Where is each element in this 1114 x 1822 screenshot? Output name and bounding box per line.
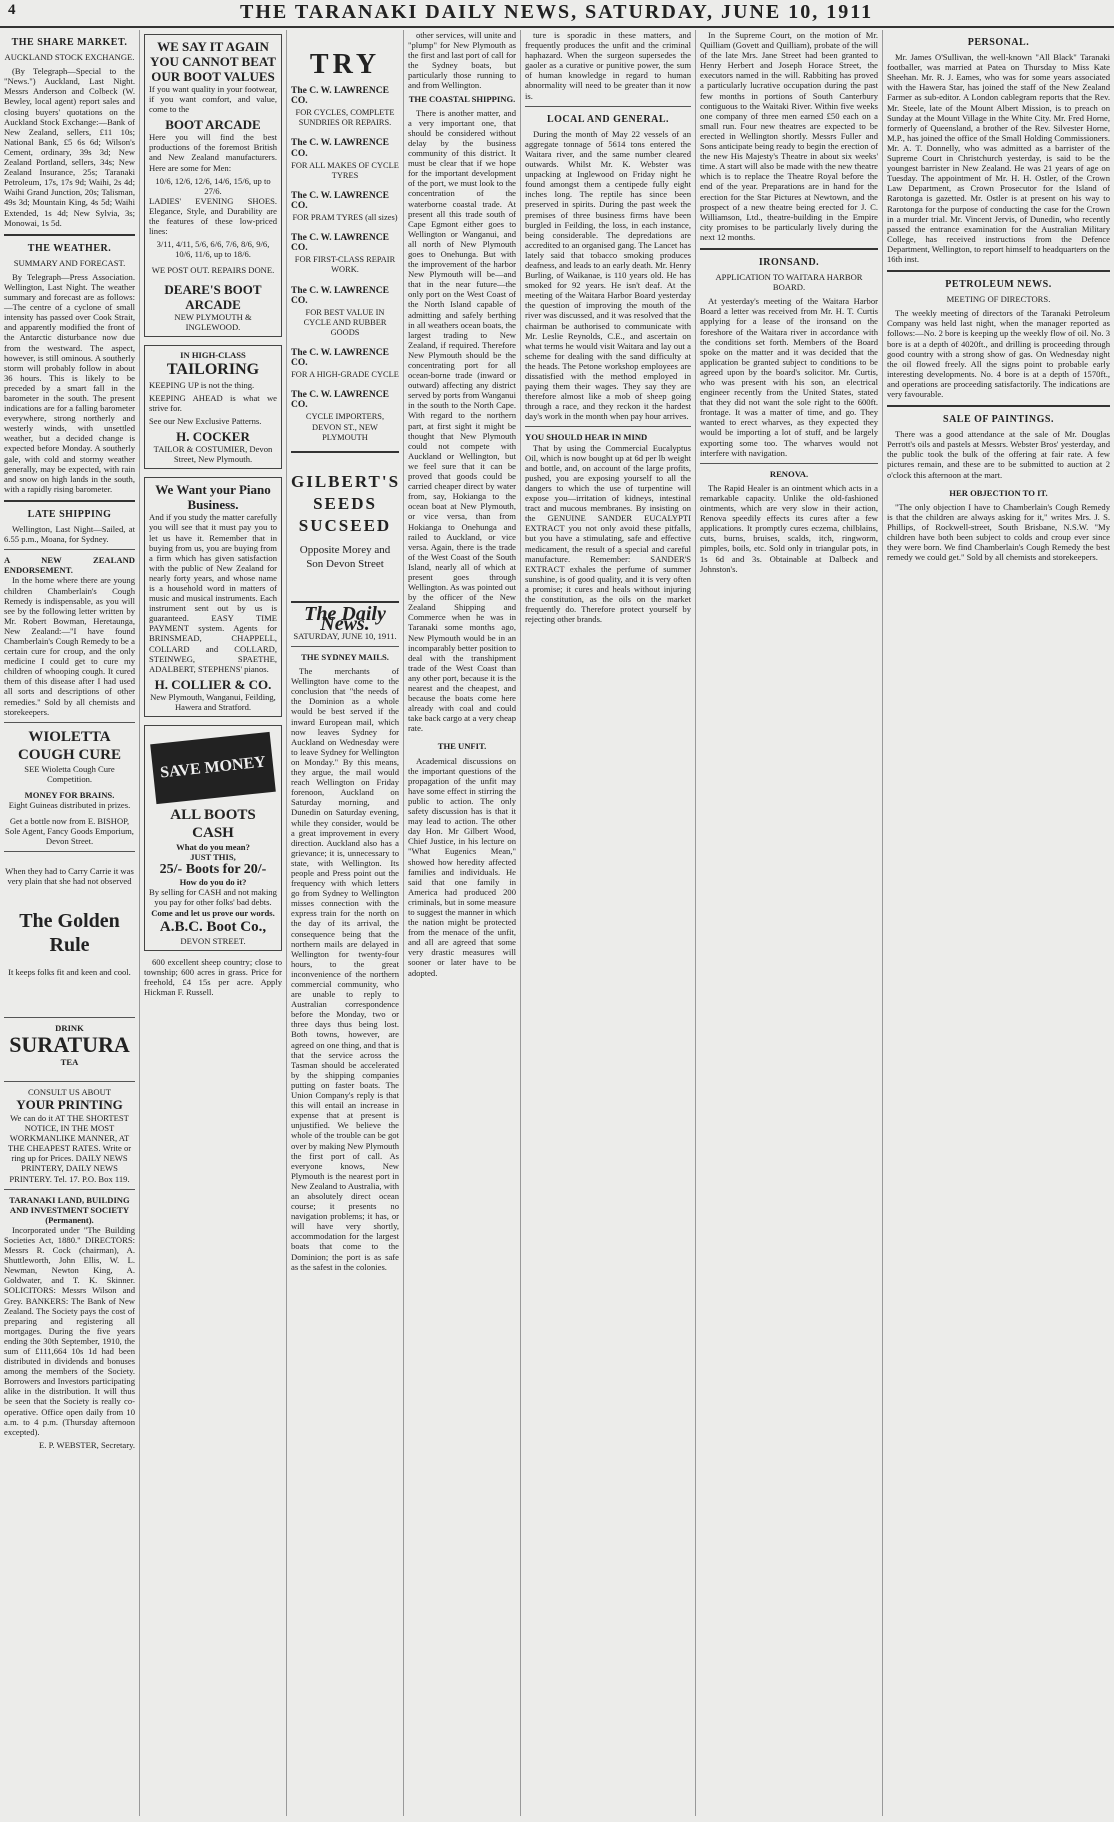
come-in: Come and let us prove our words. [151, 907, 275, 918]
sydney-mails-heading: THE SYDNEY MAILS. [301, 652, 389, 662]
divider [4, 851, 135, 852]
tailoring-ad [144, 345, 282, 470]
ladies-shoes-prices: 3/11, 4/11, 5/6, 6/6, 7/6, 8/6, 9/6, 10/6, 11/6, up to 18/6. [156, 239, 270, 260]
cocker-heading: H. COCKER [176, 429, 250, 445]
divider [700, 463, 878, 464]
lawrence-name: The C. W. LAWRENCE CO. [291, 390, 389, 411]
ladies-shoes-body: LADIES' EVENING SHOES. Elegance, Style, and Durability are the features of these low-priced lines: [149, 195, 277, 237]
masthead [0, 0, 1114, 28]
piano-body: And if you study the matter carefully you will see that it must pay you to let us have it. Remember that in buying from us, you are buying from a firm which has given satisfaction with the public of New Zealand for nearly forty years, and whose name is a household word in matters of music and musical instruments. Each instrument sent out by us is guaranteed. EASY TIME PAYMENT system. Agents for BRINSMEAD, CHAPPELL, COLLARD and COLLARD, STEINWEG, SPAETHE, ADALBERT, STEPHENS' pianos. [149, 512, 277, 674]
boot-arcade-ad [144, 34, 282, 337]
objection-body: "The only objection I have to Chamberlain's Cough Remedy is that the children are always asking for it," writes Mrs. J. S. Phillips, of Rockwell-street, South Brisbane, N.S.W. "My children have both been subject to colds and croup ever since they were born. We find Chamberlain's Cough Remedy the best remedy we could get." Sold by all chemists and storekeepers. [887, 501, 1110, 563]
lawrence-name: The C. W. LAWRENCE CO. [291, 138, 389, 159]
say-it-again-heading: WE SAY IT AGAIN YOU CANNOT BEAT OUR BOOT VALUES [150, 39, 276, 84]
boot-arcade-heading: BOOT ARCADE [165, 117, 261, 133]
deares-sub: NEW PLYMOUTH & INGLEWOOD. [174, 311, 252, 332]
lawrence-item [291, 286, 399, 338]
divider [4, 500, 135, 502]
lawrence-name: The C. W. LAWRENCE CO. [291, 190, 389, 211]
lawrence-desc: FOR ALL MAKES OF CYCLE TYRES [291, 160, 399, 180]
golden-rule-body: It keeps folks fit and keen and cool. [8, 966, 131, 977]
endorsement-heading: A NEW ZEALAND ENDORSEMENT. [4, 555, 135, 576]
sydney-mails-body: The merchants of Wellington have come to the conclusion that "the needs of the Dominion as a whole would be best served if the inward European mail, which now leaves Sydney for Auckland on Wednesday were to leave Sydney for Wellington on Monday." By this means, they argue, the mail would reach Wellington on Friday forenoon, Auckland on Saturday morning, and Dunedin on Saturday evening, while they consider, would be a great improvement in every direction. Auckland also has a grievance; it is, unnecessary to state, with Wellington. Its people and Press point out the frequency with which letters go from Sydney to Wellington misses connection with the express train for the north on the day of its arrival, the consequence being that the northern mails are delayed in Wellington for twenty-four hours, to the great inconvenience of the northern commercial community, who are unable to reply to Australian correspondence before the Monday, two or three days thus being lost. Both towns, however, are agreed on one thing, and that is that the service across the Tasman should be accelerated by the shipping companies putting on faster boats. The Union Company's reply is that this will entail an increase in expense that at present is unjustified. We believe the whole of the trouble can be got over by making New Plymouth the first port of call. As everyone knows, New Plymouth is the nearest port in New Zealand to Australia, with an absolutely direct ocean course; it presents no navigation problems; it has, or will have very shortly, accommodation for the largest boats that come to the Dominion; the port is as safe as the safest in the colonies. [291, 666, 399, 1272]
taranaki-society-body: Incorporated under "The Building Societies Act, 1880." DIRECTORS: Messrs R. Cock (chairman), A. Shuttleworth, John Ellis, W. L. Newman, Newton King, A. Goldwater, and T. K. Skinner. SOLICITORS: Messrs Wilson and Grey. BANKERS: The Bank of New Zealand. The Society pays the cost of preparing and registering all mortgages. During the five years ending the 30th September, 1910, the sum of £111,664 10s 1d had been distributed in dividends and bonuses among the members of the Society. Borrowers and Investors participating alike in the distribution. It will thus be seen that the Society is really co-operative. Office open daily from 10 a.m. to 4 p.m. (Thursday afternoon excepted). [4, 1224, 135, 1437]
share-market-heading: THE SHARE MARKET. [11, 37, 128, 48]
late-shipping-heading: LATE SHIPPING [27, 508, 112, 520]
lawrence-item [291, 390, 399, 442]
unfit-heading: THE UNFIT. [437, 741, 487, 752]
abc-heading: A.B.C. Boot Co., [159, 918, 267, 935]
abc-sub: DEVON STREET. [180, 935, 246, 946]
petroleum-heading: PETROLEUM NEWS. [945, 279, 1052, 291]
price-line: 25/- Boots for 20/- [159, 862, 267, 878]
deares-heading: DEARE'S BOOT ARCADE [164, 281, 262, 312]
lawrence-name: The C. W. LAWRENCE CO. [291, 233, 389, 254]
divider [4, 1081, 135, 1082]
tailoring-top: IN HIGH-CLASS [180, 349, 246, 360]
lawrence-desc: CYCLE IMPORTERS, DEVON ST., NEW PLYMOUTH [305, 412, 385, 442]
suratura-top: DRINK [55, 1022, 84, 1033]
wioletta-body: SEE Wioletta Cough Cure Competition. [24, 763, 115, 784]
bishop-body: Get a bottle now from E. BISHOP, Sole Agent, Fancy Goods Emporium, Devon Street. [5, 816, 134, 847]
divider [700, 248, 878, 250]
col4-top-body: other services, will unite and "plump" for New Plymouth as the first and last port of call for the Sydney boats, but particularly those running to and from Wellington. [408, 30, 516, 91]
column-2 [140, 30, 287, 1816]
application-body: At yesterday's meeting of the Waitara Harbor Board a letter was received from Mr. H. T. Curtis applying for a lease of the ironsand on the foreshore of the Waitara river in accordance with the conditions set forth. Members of the Board spoke on the matter and it was decided that the application be granted subject to conditions to be agreed upon by the board's solicitor. Mr. Curtis, who was present with his son, an electrical engineer recently from the United States, stated that they did not want the sole right to the 600ft. frontage. It was a matter of time, and go. They wanted to erect wharves, as they expected they would be importing a lot of stuff, and be largely exporting some too. The wharves would not interfere with navigation. [700, 296, 878, 458]
just-this: JUST THIS, [190, 852, 236, 863]
weather-body: By Telegraph—Press Association. Wellington, Last Night. The weather summary and forecast are as follows:—The centre of a cyclone of small intensity has passed over Cook Strait, and apparently modified the front of the Antarctic disturbance now due from the westward. The aspect, however, is still ominous. A southerly storm will probably follow in about 36 hours. This is likely to be preceded by a smart fall in the barometer in the south. The present indications are for a falling barometer everywhere, strong northerly and westerly winds, with unsettled weather, but a decided change is expected before Monday. A southerly gale, with cold and stormy weather generally, may be expected, with rain and snow on high lands in the south, with a rapidly rising barometer. [4, 271, 135, 494]
local-general-body: During the month of May 22 vessels of an aggregate tonnage of 5614 tons entered the Waitara river, and the same number cleared outwards. Whilst Mr. K. Webster was unpacking at Inglewood on Friday night he found amongst them a centipede fully eight inches long. The reptile has since been preserved in spirits. During the past week the premises of three business firms have been burgled in Feilding, the loss, in each instance, being considerable. The depredations are accredited to an organised gang. The Lancet has lately said that tobacco smoking produces deafness, and leads to an early death. Mr. Henry Burling, of Waikanae, is 110 years old. He has smoked for 92 years. He isn't deaf. At the meeting of the Waitara Harbor Board yesterday the question of improving the mouth of the river was discussed, and it was resolved that the chairman be authorised to communicate with Mr. Leslie Reynolds, C.E., and ascertain on what terms he would visit Waitara and lay out a scheme for dealing with the sand difficulty at the heads. The Petone workshop employees are dissatisfied with the method employed in paying them their wages. They say they are therefore almost like a mob of sheep going through a race, and they reckon it the hardest day's work in the month when pay hour arrives. [525, 128, 691, 422]
lawrence-name: The C. W. LAWRENCE CO. [291, 86, 389, 107]
renova-body: The Rapid Healer is an ointment which acts in a remarkable capacity. Unlike the old-fashioned ointments, which are very slow in their action, Renova speedily effects its cures after a few applications. It promptly cures eczema, chilblains, cuts, burns, bruises, scalds, itch, ringworm, pimples, boils, etc. Sold only in triangular pots, in 1s 6d and 3s. Obtainable at Dalbeck and Johnston's. [700, 482, 878, 574]
divider [291, 451, 399, 453]
personal-body: Mr. James O'Sullivan, the well-known "All Black" Taranaki footballer, was married at Patea on Thursday to Miss Kate Sheehan. Mr. R. J. Eames, who was for some years associated with the Hawera Star, has joined the staff of the New Zealand Farmer as sub-editor. A London cablegram reports that the Rev. Mr. Steele, late of the Mount Albert Mission, is to preach on Sunday at the Mount Village in the White City. Mr. Fred Horne, formerly of Queensland, a brother of the Rev. Silvester Horne, M.P., has joined the office of the Small Holding Commissioners. Mr. A. T. Donnelly, who was admitted as a barrister of the Supreme Court in Christchurch yesterday, is said to be the youngest barrister in New Zealand. He was 21 years of age on Tuesday. The appointment of Mr. H. H. Ostler, of the Crown Law Department, as Crown Prosecutor for the Island of Rarotonga is gazetted. Mr. Ostler is at present on his way to Rarotonga for the purpose of conducting the case for the Crown in a murder trial. Mr. Vincent Jervis, of Dunedin, who recently passed the entrance examination for the Australian Military College, has received instructions from the Defence Department, Wellington, to report himself to headquarters on the 16th inst. [887, 52, 1110, 264]
divider [4, 722, 135, 723]
boot-arcade-prices: 10/6, 12/6, 12/6, 14/6, 15/6, up to 27/6. [155, 175, 271, 196]
coastal-shipping-body: There is another matter, and a very important one, that should be considered without delay by the business community of this district. It must be clear that if we hope for the important development of the port, we must look to the concentration of the waterborne coastal trade. At present all this trade south of Cape Egmont either goes to Wellington or Wanganui, and all north of New Plymouth goes to Onehunga. But with the improvement of the harbor New Plymouth will be—and that in the near future—the only port on the West Coast of the North Island capable of admitting and safely berthing in all weathers ocean boats, the largest trading to New Zealand, if required. Therefore New Plymouth should be the concentrating port for all ocean-borne trade (inward or outward) affecting any district served by ports from Wanganui in the south to the North Cape. With regard to the northern part, at first sight it might be thought that New Plymouth could not compete with Auckland or Wellington, but we feel sure that it can be proved that goods could be carried cheaper direct by water from, say, Hokianga to the ocean boat at New Plymouth, or vice versa, than from Hokianga to Onehunga and railed to Auckland, or vice versa. Again, there is the trade of the West Coast of the South Island, nearly all of which at present goes through Wellington. As was pointed out by the officer of the New Zealand Shipping and Commerce when he was in Taranaki some months ago, New Plymouth would be in an incomparably better position to deal with the transhipment trade of the West Coast than any other port, because it is the nearest and the cheapest, and because the boats come here already with coal and could take back cargo at a very cheap rate. [408, 107, 516, 734]
daily-news-heading: The Daily News. [304, 602, 386, 635]
divider [887, 270, 1110, 272]
divider [525, 106, 691, 107]
carrie-body: When they had to Carry Carrie it was very plain that she had not observed [5, 866, 134, 887]
all-boots-cash: ALL BOOTS CASH [170, 807, 256, 842]
column-6 [696, 30, 883, 1816]
renova-heading: RENOVA. [769, 468, 809, 479]
sheep-country-ad: 600 excellent sheep country; close to township; 600 acres in grass. Price for freehold, £4 15s per acre. Apply Hickman F. Russell. [144, 956, 282, 997]
cash-body: By selling for CASH and not making you pay for other folks' bad debts. [149, 887, 277, 908]
column-7 [883, 30, 1114, 1816]
abc-boot-ad [144, 725, 282, 951]
tailoring-body-1: KEEPING UP is not the thing. [149, 379, 255, 390]
gilbert-body: Opposite Morey and Son Devon Street [299, 543, 391, 570]
lawrence-item [291, 233, 399, 275]
tailoring-body-2: KEEPING AHEAD is what we strive for. [149, 392, 277, 413]
printing-top: CONSULT US ABOUT [27, 1086, 112, 1097]
page-number: 4 [8, 2, 16, 18]
lawrence-desc: FOR PRAM TYRES (all sizes) [292, 213, 398, 223]
late-shipping-body: Wellington, Last Night—Sailed, at 6.55 p.m., Moana, for Sydney. [4, 524, 135, 545]
share-market-body: (By Telegraph—Special to the "News.") Auckland, Last Night. Messrs Anderson and Colbeck (W. Bewley, local agent) report sales and closing buyers' quotations on the Auckland Stock Exchange:—Bank of New Zealand, sellers, £11 10s; National Bank, £5 6s 6d; Wilson's Cement, ordinary, 39s 3d; New Zealand Portland, sellers, 34s; New Zealand Insurance, 25s; Taranaki Petroleum, 17s, 17s 9d; Waihi, 2s 4d; Waihi Grand Junction, 20s; Talisman, 49s 3d; Mountain King, 4s 5d; Waihi Extended, 1s 4d; New Sylvia, 3s; Monowai, 1s 5d. [4, 66, 135, 228]
weather-heading: THE WEATHER. [27, 242, 112, 254]
how-do-you-do-it: How do you do it? [179, 877, 247, 888]
printing-heading: YOUR PRINTING [16, 1096, 123, 1112]
ironsand-heading: IRONSAND. [758, 256, 820, 268]
save-money-illustration: SAVE MONEY [150, 732, 276, 804]
divider [4, 1017, 135, 1018]
lawrence-desc: FOR FIRST-CLASS REPAIR WORK. [294, 255, 396, 275]
collier-sub: New Plymouth, Wanganui, Feilding, Hawera and Stratford. [150, 691, 276, 712]
try-heading: TRY [309, 49, 381, 80]
divider [4, 234, 135, 236]
sander-body: That by using the Commercial Eucalyptus Oil, which is now bought up at 6d per lb weight and bottle, and, on account of the large profits, pushed, you are exposing yourself to all the dangers to which the use of turpentine will expose you—irritation of kidneys, intestinal tract and mucous membranes. By insisting on the GENUINE SANDER EUCALYPTI EXTRACT you not only avoid these pitfalls, but you have a stimulating, safe and effective medicament, the result of a special and careful manufacture. Remember: SANDER'S EXTRACT exhales the perfume of summer sunshine, is of good quality, and it is very often a promise; it cures and heals without injuring the constitution, as the oils on the market frequently do. Therefore protect yourself by rejecting other brands. [525, 442, 691, 625]
daily-news-date: SATURDAY, JUNE 10, 1911. [293, 630, 397, 641]
lawrence-item [291, 191, 399, 223]
taranaki-society-secretary: E. P. WEBSTER, Secretary. [39, 1439, 135, 1450]
personal-heading: PERSONAL. [967, 37, 1030, 48]
lawrence-item [291, 138, 399, 180]
piano-heading: We Want your Piano Business. [155, 482, 271, 513]
post-out-body: WE POST OUT. REPAIRS DONE. [151, 265, 275, 276]
unfit-body: Academical discussions on the important questions of the propagation of the unfit may have some effect in stirring the public to action. The only safety discussion has is that it may lead to action. The other day Hon. Mr Gilbert Wood, Chief Justice, in his lecture on "What Eugenics Mean," showed how heredity affected families and individuals. He said that one family in America had produced 200 criminals, but in some measure to suggest the manner in which the nation might be protected from the menace of the unfit, and all are agreed that some very drastic measures will sooner or later have to be adopted. [408, 755, 516, 978]
tailoring-heading: TAILORING [166, 360, 260, 378]
divider [525, 426, 691, 427]
golden-rule-heading: The Golden Rule [19, 909, 120, 956]
lawrence-name: The C. W. LAWRENCE CO. [291, 285, 389, 306]
lawrence-list [291, 86, 399, 443]
taranaki-society-heading: TARANAKI LAND, BUILDING AND INVESTMENT SOCIETY (Permanent). [9, 1194, 130, 1225]
lawrence-desc: FOR CYCLES, COMPLETE SUNDRIES OR REPAIRS. [295, 108, 395, 128]
petroleum-body: The weekly meeting of directors of the Taranaki Petroleum Company was held last night, when the manager reported as follows:—No. 2 bore is keeping up the weekly flow of oil. No. 3 bore is at a depth of 4020ft., and drilling is proceeding through good country with a strong show of gas. On Wednesday night the oil flowed freely. All the signs point to probable early interesting developments. No. 4 bore is at a depth of 1570ft., and operations are proceeding satisfactorily. The indications are very favourable. [887, 308, 1110, 399]
suratura-sub: TEA [60, 1056, 79, 1067]
column-3 [287, 30, 404, 1816]
column-1 [0, 30, 140, 1816]
tailoring-body-3: See our New Exclusive Patterns. [149, 416, 262, 427]
divider [4, 549, 135, 550]
lawrence-desc: FOR A HIGH-GRADE CYCLE [291, 370, 399, 380]
column-5 [521, 30, 696, 1816]
lawrence-item [291, 86, 399, 128]
boot-arcade-body: Here you will find the best productions of the foremost British and New Zealand manufacturers. Here are some for Men: [149, 132, 277, 173]
divider [4, 1189, 135, 1190]
col6-top-body: In the Supreme Court, on the motion of Mr. Quilliam (Govett and Quilliam), probate of the will of the late Mrs. Jane Street had been granted to Henry Herbert and Joseph Horace Street, the executors named in the will. Rabbiting has proved a particularly lucrative occupation during the past few months in portions of South Canterbury contiguous to the Waitaki River. Within five weeks one company of three men earned £50 each on a small run. Four new theatres are expected to be erected in Wellington shortly. Messrs Fuller and Sons anticipate being ready to begin the erection of the new His Majesty's Theatre in about six weeks' time. A start will also be made with the new theatre which is to replace the Theatre Royal before the end of the year. Preparations are in hand for the erection for the Star Pictures at Newtown, and the prospect of a new theatre being erected for J. C. Williamson, Ltd., theatre-building in the Empire city promises to be particularly lively during the next 12 months. [700, 30, 878, 242]
endorsement-body: In the home where there are young children Chamberlain's Cough Remedy is indispensable, as you will see by the following letter written by Mr. Robert Bowman, Heretaunga, New Zealand:—"I have found Chamberlain's Cough Remedy to be a certain cure for croup, and the only medicine I could get to cure my children of whooping cough. It cured them of this disease after I had used all sorts and descriptions of other remedies." Sold by all chemists and storekeepers. [4, 575, 135, 717]
coastal-shipping-heading: THE COASTAL SHIPPING. [408, 93, 516, 104]
say-it-again-body: If you want quality in your footwear, if you want comfort, and value, come to the [149, 84, 277, 115]
printing-body: We can do it AT THE SHORTEST NOTICE, IN THE MOST WORKMANLIKE MANNER, AT THE CHEAPEST RATES. Write or ring up for Prices. DAILY NEWS PRINTERY, DAILY NEWS PRINTERY. Tel. 17. P.O. Box 119. [7, 1112, 132, 1184]
divider [887, 405, 1110, 407]
gilbert-heading: GILBERT'S SEEDS SUCSEED [291, 471, 401, 535]
wioletta-heading: WIOLETTA COUGH CURE [18, 728, 121, 763]
local-general-heading: LOCAL AND GENERAL. [546, 113, 670, 125]
brains-heading: MONEY FOR BRAINS. [24, 789, 115, 800]
share-market-subheading: AUCKLAND STOCK EXCHANGE. [4, 52, 135, 63]
application-heading: APPLICATION TO WAITARA HARBOR BOARD. [715, 272, 863, 293]
petroleum-subheading: MEETING OF DIRECTORS. [946, 294, 1051, 305]
cocker-sub: TAILOR & COSTUMIER, Devon Street, New Plymouth. [153, 444, 273, 465]
column-4 [404, 30, 521, 1816]
sander-heading: YOU SHOULD HEAR IN MIND [525, 432, 648, 443]
lawrence-item [291, 348, 399, 380]
collier-heading: H. COLLIER & CO. [154, 676, 272, 692]
brains-body: Eight Guineas distributed in prizes. [8, 800, 131, 810]
newspaper-title: THE TARANAKI DAILY NEWS, SATURDAY, JUNE 10, 1911 [240, 1, 874, 23]
col5-top-body: ture is sporadic in these matters, and frequently produces the unfit and the criminal haphazard. When the surgeon supersedes the gaoler as a curative or punitive power, the sum of human knowledge in regard to human abnormality will need to be greater than it now is. [525, 30, 691, 101]
piano-ad [144, 477, 282, 717]
what-do-you-mean: What do you mean? [176, 842, 250, 853]
objection-heading: HER OBJECTION TO IT. [949, 487, 1048, 498]
suratura-heading: SURATURA [9, 1031, 130, 1057]
lawrence-name: The C. W. LAWRENCE CO. [291, 347, 389, 369]
paintings-heading: SALE OF PAINTINGS. [943, 414, 1054, 426]
weather-subheading: SUMMARY AND FORECAST. [13, 257, 126, 268]
paintings-body: There was a good attendance at the sale of Mr. Douglas Perrott's oils and pastels at Messrs. Webster Bros' yesterday, and the public took the bulk of the offering at fair rate. A few pictures remain, and these are to be submitted to auction at 2 o'clock this afternoon at the mart. [887, 429, 1110, 480]
divider [291, 646, 399, 647]
lawrence-desc: FOR BEST VALUE IN CYCLE AND RUBBER GOODS [303, 307, 387, 337]
